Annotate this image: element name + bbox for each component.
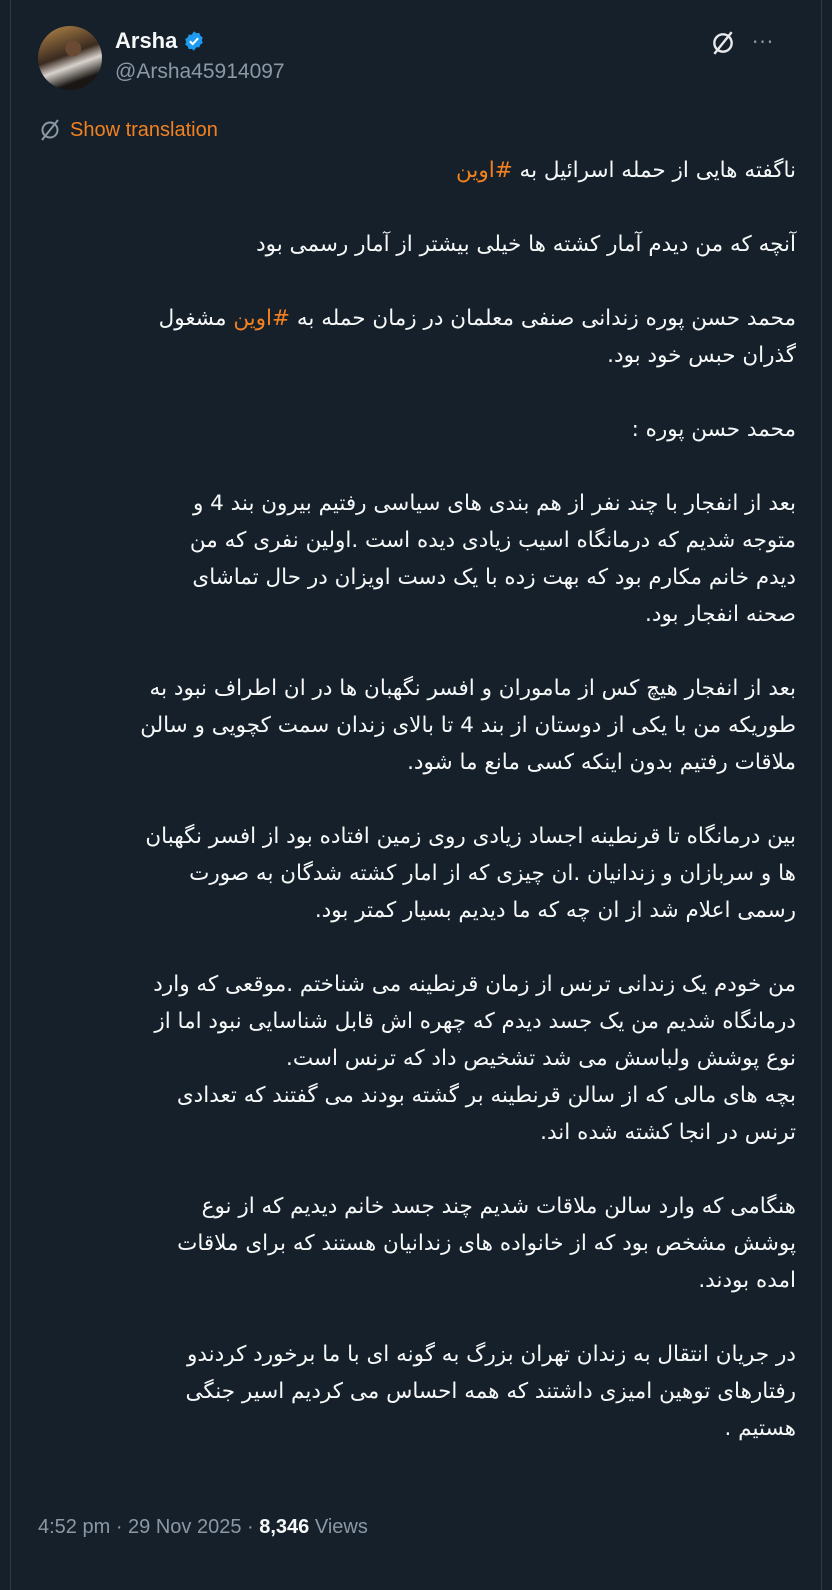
text-segment: بعد از انفجار با چند نفر از هم بندی های سیاسی رفتیم بیرون بند 4 و: [192, 491, 796, 516]
paragraph-gap: [38, 1299, 796, 1336]
show-translation-link[interactable]: [38, 118, 218, 142]
tweet-text: [38, 152, 796, 1447]
text-segment: پوشش مشخص بود که از خانواده های زندانیان هستند که برای ملاقات: [177, 1231, 796, 1256]
text-segment: طوریکه من با یکی از دوستان از بند 4 تا بالای زندان سمت کچویی و سالن: [140, 713, 796, 738]
text-line: [38, 485, 796, 522]
text-segment: ترنس در انجا کشته شده اند.: [540, 1120, 796, 1145]
separator: ·: [241, 1516, 260, 1538]
text-segment: مشغول: [158, 306, 234, 331]
text-segment: متوجه شدیم که درمانگاه اسیب زیادی دیده است .اولین نفری که من: [189, 528, 796, 553]
paragraph-gap: [38, 1151, 796, 1188]
text-line: [38, 596, 796, 633]
text-segment: آنچه که من دیدم آمار کشته ها خیلی بیشتر از آمار رسمی بود: [256, 232, 796, 257]
text-line: [38, 1040, 796, 1077]
paragraph-gap: [38, 448, 796, 485]
paragraph-gap: [38, 929, 796, 966]
avatar[interactable]: [38, 26, 102, 90]
author-handle[interactable]: @Arsha45914097: [115, 60, 285, 83]
text-segment: بچه های مالی که از سالن قرنطینه بر گشته بودند می گفتند که تعدادی: [176, 1083, 796, 1108]
text-line: [38, 1262, 796, 1299]
text-segment: رفتارهای توهین امیزی داشتند که همه احساس می کردیم اسیر جنگی: [185, 1379, 796, 1404]
tweet-meta: [38, 1516, 368, 1539]
paragraph-gap: [38, 633, 796, 670]
text-line: [38, 1410, 796, 1447]
text-line: [38, 1114, 796, 1151]
text-line: [38, 744, 796, 781]
verified-badge-icon: [183, 30, 205, 52]
text-segment: دیدم خانم مکارم بود که بهت زده با یک دست اویزان در حال تماشای: [192, 565, 796, 590]
paragraph-gap: [38, 781, 796, 818]
text-line: [38, 226, 796, 263]
text-line: [38, 411, 796, 448]
hashtag-link[interactable]: #اوین: [455, 158, 513, 183]
text-line: [38, 1373, 796, 1410]
text-segment: هستیم .: [724, 1416, 796, 1441]
text-line: [38, 522, 796, 559]
text-segment: رسمی اعلام شد از ان چه که ما دیدیم بسیار کمتر بود.: [314, 898, 796, 923]
text-segment: ملاقات رفتیم بدون اینکه کسی مانع ما شود.: [407, 750, 796, 775]
author-name[interactable]: Arsha: [115, 28, 178, 53]
text-segment: ها و سربازان و زندانیان .ان چیزی که از امار کشته شدگان به صورت: [189, 861, 796, 886]
text-line: [38, 559, 796, 596]
text-line: [38, 818, 796, 855]
text-line: [38, 1225, 796, 1262]
more-options-button[interactable]: ···: [752, 30, 775, 54]
text-segment: هنگامی که وارد سالن ملاقات شدیم چند جسد خانم دیدیم که از نوع: [201, 1194, 796, 1219]
paragraph-gap: [38, 374, 796, 411]
views-label: Views: [314, 1516, 368, 1538]
text-segment: بین درمانگاه تا قرنطینه اجساد زیادی روی زمین افتاده بود از افسر نگهبان: [145, 824, 796, 849]
text-segment: محمد حسن پوره :: [631, 417, 796, 442]
text-line: [38, 855, 796, 892]
author-name-row[interactable]: [115, 28, 205, 54]
tweet-date[interactable]: 29 Nov 2025: [128, 1516, 242, 1538]
text-line: [38, 707, 796, 744]
text-segment: من خودم یک زندانی ترنس از زمان قرنطینه می شناختم .موقعی که وارد: [153, 972, 796, 997]
text-segment: بعد از انفجار هیچ کس از ماموران و افسر نگهبان ها در ان اطراف نبود به: [149, 676, 796, 701]
paragraph-gap: [38, 263, 796, 300]
separator: ·: [110, 1516, 129, 1538]
text-line: [38, 966, 796, 1003]
text-line: [38, 1188, 796, 1225]
text-segment: محمد حسن پوره زندانی صنفی معلمان در زمان حمله به: [290, 306, 796, 331]
paragraph-gap: [38, 189, 796, 226]
text-line: [38, 1077, 796, 1114]
text-line: [38, 300, 796, 337]
text-segment: صحنه انفجار بود.: [645, 602, 796, 627]
views-count: 8,346: [259, 1516, 310, 1538]
text-segment: امده بودند.: [698, 1268, 796, 1293]
text-line: [38, 1003, 796, 1040]
text-line: [38, 670, 796, 707]
text-segment: درمانگاه شدیم من یک جسد دیدم که چهره اش قابل شناسایی نبود اما از: [154, 1009, 796, 1034]
text-segment: در جریان انتقال به زندان تهران بزرگ به گونه ای با ما برخورد کردندو: [187, 1342, 796, 1367]
text-segment: ناگفته هایی از حمله اسرائیل به: [512, 158, 796, 183]
show-translation-label[interactable]: Show translation: [70, 118, 218, 141]
text-segment: گذران حبس خود بود.: [607, 343, 796, 368]
grok-icon[interactable]: [710, 30, 736, 56]
tweet-time[interactable]: 4:52 pm: [38, 1516, 111, 1538]
grok-translate-icon: [38, 118, 62, 142]
text-line: [38, 152, 796, 189]
text-line: [38, 1336, 796, 1373]
hashtag-link[interactable]: #اوین: [233, 306, 291, 331]
text-line: [38, 892, 796, 929]
text-segment: نوع پوشش ولباسش می شد تشخیص داد که ترنس است.: [285, 1046, 796, 1071]
text-line: [38, 337, 796, 374]
